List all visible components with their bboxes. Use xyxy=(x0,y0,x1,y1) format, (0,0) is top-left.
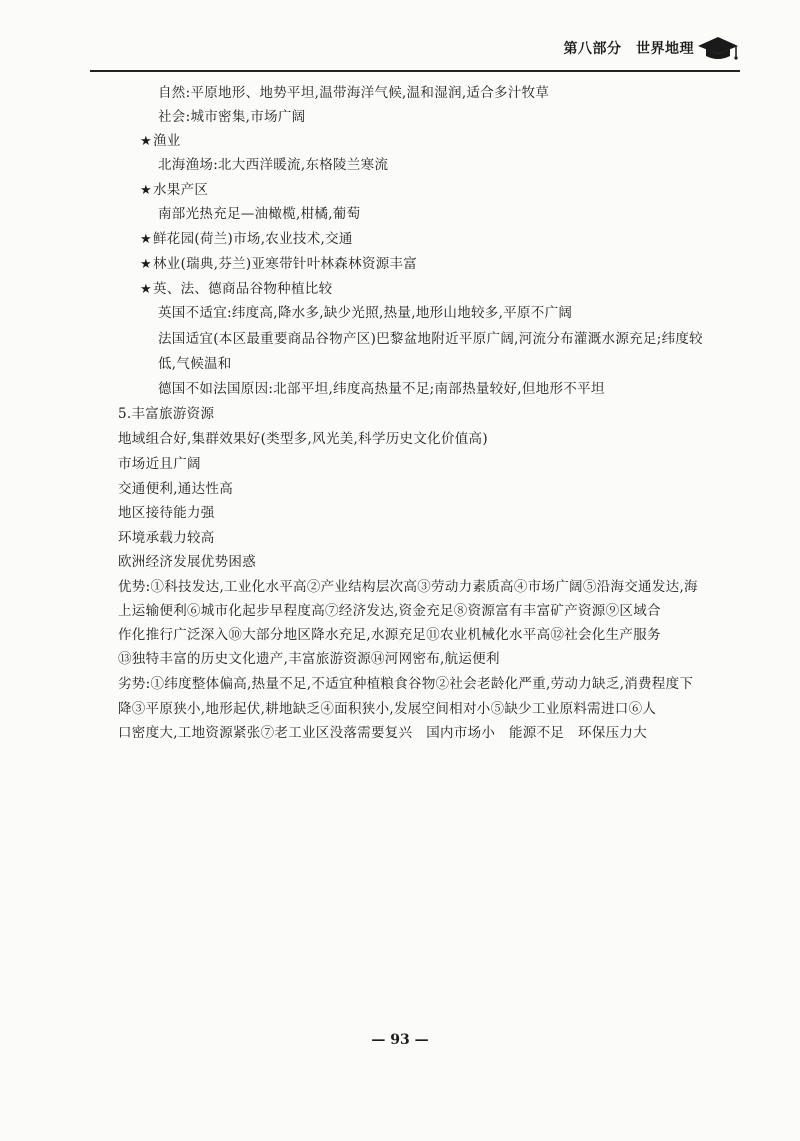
text-line: 南部光热充足—油橄榄,柑橘,葡萄 xyxy=(158,206,361,222)
text-line: 德国不如法国原因:北部平坦,纬度高热量不足;南部热量较好,但地形不平坦 xyxy=(158,381,605,397)
heading-text: 水果产区 xyxy=(152,182,209,198)
text-line: 口密度大,工地资源紧张⑦老工业区没落需要复兴 国内市场小 能源不足 环保压力大 xyxy=(118,725,647,741)
text-line: 社会:城市密集,市场广阔 xyxy=(158,109,306,125)
text-line: 地域组合好,集群效果好(类型多,风光美,科学历史文化价值高) xyxy=(118,431,488,447)
heading-flowers xyxy=(140,230,353,249)
text-line: 低,气候温和 xyxy=(158,356,232,372)
heading-forestry xyxy=(140,255,417,274)
heading-text: 鲜花园(荷兰)市场,农业技术,交通 xyxy=(152,231,353,247)
text-line: 法国适宜(本区最重要商品谷物产区)巴黎盆地附近平原广阔,河流分布灌溉水源充足;纬度较 xyxy=(158,331,703,347)
text-line: 地区接待能力强 xyxy=(118,505,215,521)
heading-text: 渔业 xyxy=(152,133,181,149)
heading-text: 林业(瑞典,芬兰)亚寒带针叶林森林资源丰富 xyxy=(152,256,418,272)
section-heading: 5.丰富旅游资源 xyxy=(118,406,215,422)
star-icon: ★ xyxy=(140,257,152,272)
text-line: 英国不适宜:纬度高,降水多,缺少光照,热量,地形山地较多,平原不广阔 xyxy=(158,305,573,321)
heading-text: 英、法、德商品谷物种植比较 xyxy=(152,281,333,297)
star-icon: ★ xyxy=(140,134,152,149)
text-line: 降③平原狭小,地形起伏,耕地缺乏④面积狭小,发展空间相对小⑤缺少工业原料需进口⑥人 xyxy=(118,701,657,717)
heading-fishery xyxy=(140,132,181,151)
graduation-cap-icon xyxy=(696,34,740,62)
text-line: ⑬独特丰富的历史文化遗产,丰富旅游资源⑭河网密布,航运便利 xyxy=(118,651,500,667)
text-line: 欧洲经济发展优势困惑 xyxy=(118,554,256,570)
text-line: 劣势:①纬度整体偏高,热量不足,不适宜种植粮食谷物②社会老龄化严重,劳动力缺乏,消费程度下 xyxy=(118,676,694,692)
text-line: 作化推行广泛深入⑩大部分地区降水充足,水源充足⑪农业机械化水平高⑫社会化生产服务 xyxy=(118,627,661,643)
header-title: 第八部分 世界地理 xyxy=(563,41,694,57)
text-line: 优势:①科技发达,工业化水平高②产业结构层次高③劳动力素质高④市场广阔⑤沿海交通发达,海 xyxy=(118,579,698,595)
text-line: 北海渔场:北大西洋暖流,东格陵兰寒流 xyxy=(158,157,389,173)
page-header xyxy=(90,34,740,72)
star-icon: ★ xyxy=(140,282,152,297)
star-icon: ★ xyxy=(140,183,152,198)
text-line: 环境承载力较高 xyxy=(118,530,215,546)
text-line: 自然:平原地形、地势平坦,温带海洋气候,温和湿润,适合多汁牧草 xyxy=(158,85,550,101)
page-number: — 93 — xyxy=(371,1032,429,1048)
text-line: 上运输便利⑥城市化起步早程度高⑦经济发达,资金充足⑧资源富有丰富矿产资源⑨区域合 xyxy=(118,603,661,619)
heading-fruit xyxy=(140,181,208,200)
text-line: 交通便利,通达性高 xyxy=(118,481,233,497)
text-line: 市场近且广阔 xyxy=(118,456,201,472)
heading-grain xyxy=(140,280,332,299)
star-icon: ★ xyxy=(140,232,152,247)
